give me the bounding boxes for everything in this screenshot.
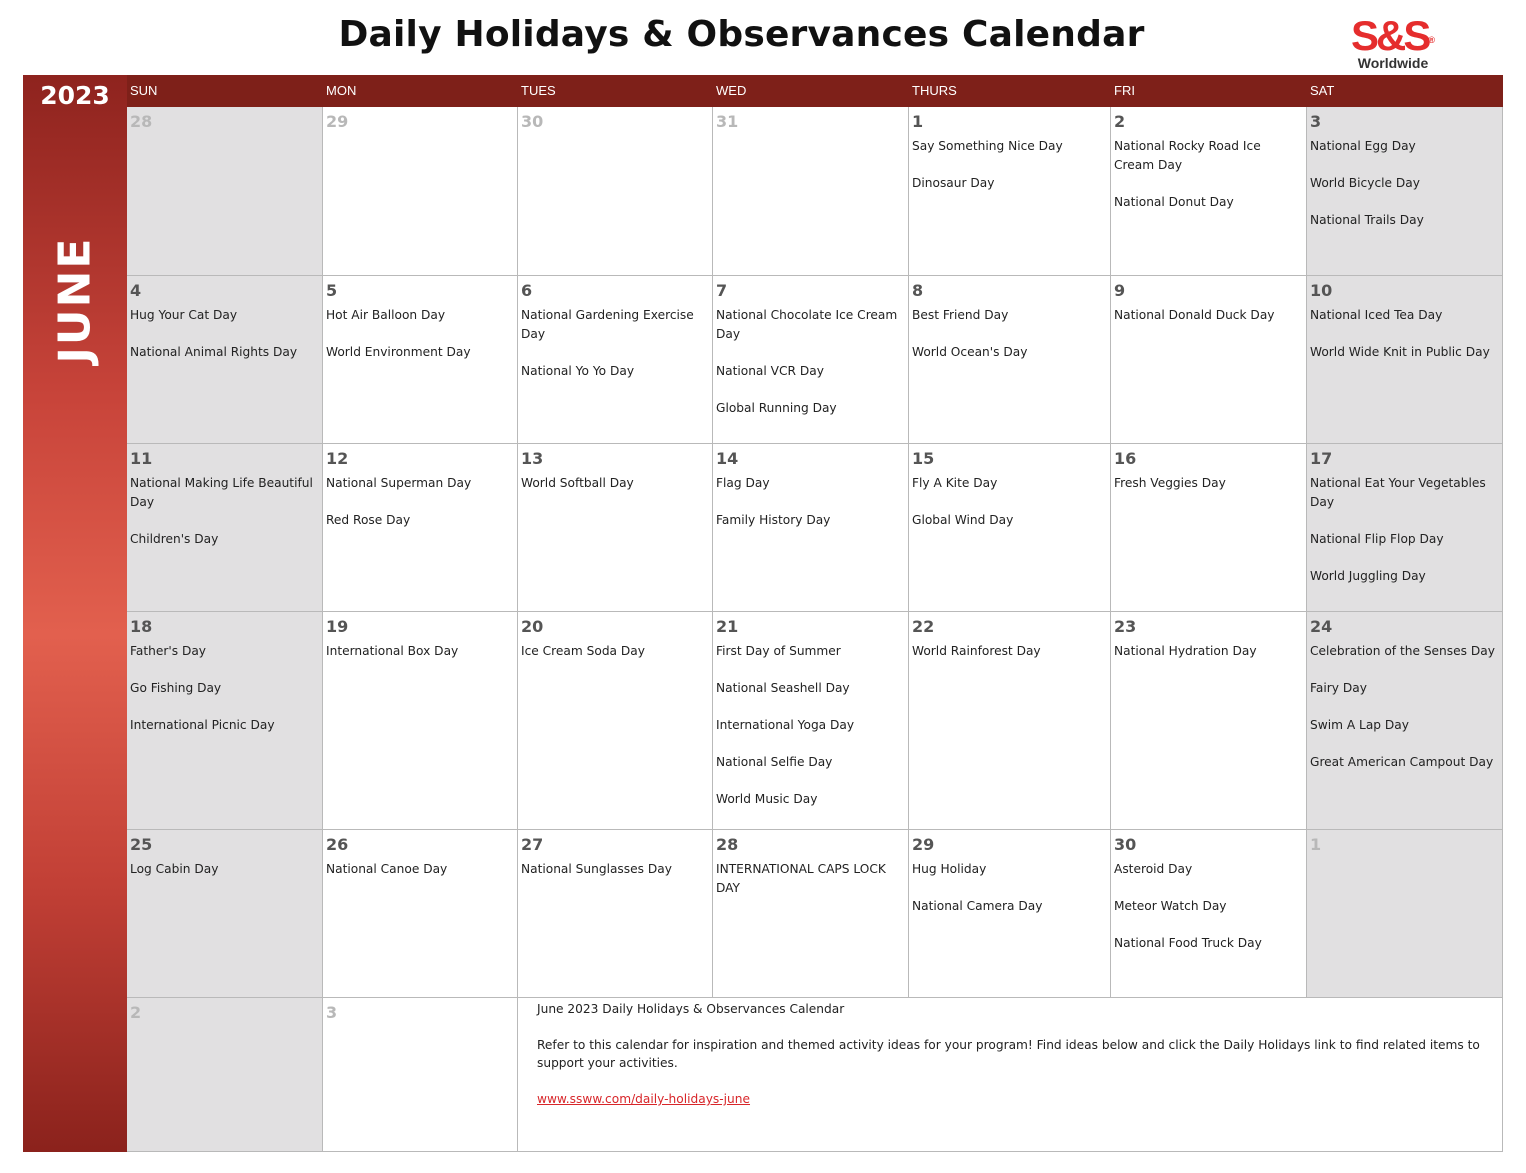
event-item: National VCR Day <box>716 363 824 378</box>
event-list <box>912 474 1108 548</box>
event-list <box>1114 137 1304 230</box>
day-number: 29 <box>326 112 349 131</box>
day-number: 8 <box>912 281 924 300</box>
day-cell[interactable] <box>323 612 518 830</box>
day-number: 28 <box>716 835 739 854</box>
event-list <box>1114 474 1304 511</box>
day-number: 2 <box>1114 112 1126 131</box>
day-cell[interactable] <box>909 107 1111 276</box>
day-number: 30 <box>521 112 544 131</box>
event-list <box>130 860 320 897</box>
day-cell[interactable] <box>1111 107 1307 276</box>
event-item: Swim A Lap Day <box>1310 718 1409 732</box>
day-cell[interactable] <box>713 444 909 612</box>
event-list <box>521 474 710 511</box>
logo-mark: S&S® <box>1351 12 1435 59</box>
event-item: Dinosaur Day <box>912 176 995 190</box>
event-item: Ice Cream Soda Day <box>521 644 645 658</box>
event-item: Red Rose Day <box>326 513 411 527</box>
day-number: 17 <box>1310 449 1333 468</box>
day-number: 24 <box>1310 617 1333 636</box>
event-list <box>912 860 1108 934</box>
day-number: 20 <box>521 617 544 636</box>
event-item: World Wide Knit in Public Day <box>1310 345 1490 359</box>
day-cell[interactable] <box>713 612 909 830</box>
event-item: National Flip Flop Day <box>1310 531 1444 546</box>
day-number: 14 <box>716 449 739 468</box>
event-item: Fly A Kite Day <box>912 476 998 490</box>
brand-logo[interactable] <box>1343 14 1443 76</box>
event-list <box>1310 306 1500 380</box>
day-cell[interactable] <box>909 612 1111 830</box>
event-item: INTERNATIONAL CAPS LOCK DAY <box>716 862 886 895</box>
day-cell[interactable] <box>909 444 1111 612</box>
day-cell[interactable] <box>1307 276 1503 444</box>
day-cell[interactable] <box>518 612 713 830</box>
event-item: World Ocean's Day <box>912 345 1028 359</box>
event-item: National Yo Yo Day <box>521 363 635 378</box>
event-list <box>521 860 710 897</box>
event-item: National Egg Day <box>1310 139 1416 153</box>
event-item: National Hydration Day <box>1114 644 1257 658</box>
day-number: 18 <box>130 617 153 636</box>
event-item: Hug Your Cat Day <box>130 308 238 322</box>
event-item: Global Wind Day <box>912 513 1014 527</box>
event-item: World Music Day <box>716 792 818 806</box>
day-number: 23 <box>1114 617 1137 636</box>
info-note <box>518 998 1503 1152</box>
event-item: National Food Truck Day <box>1114 936 1262 950</box>
month-label: JUNE <box>49 236 101 364</box>
event-item: National Donald Duck Day <box>1114 308 1275 322</box>
event-list <box>326 642 515 679</box>
event-item: National Camera Day <box>912 899 1043 913</box>
event-item: Go Fishing Day <box>130 681 222 695</box>
event-list <box>326 474 515 548</box>
day-number: 16 <box>1114 449 1137 468</box>
day-cell[interactable] <box>713 830 909 998</box>
day-cell[interactable] <box>909 830 1111 998</box>
weekday-sat: SAT <box>1310 83 1335 98</box>
logo-subtitle: Worldwide <box>1357 55 1429 71</box>
event-item: Children's Day <box>130 531 219 546</box>
day-cell[interactable] <box>127 444 323 612</box>
event-item: National Eat Your Vegetables Day <box>1310 476 1486 509</box>
event-item: International Yoga Day <box>716 718 855 732</box>
event-list <box>716 642 906 827</box>
event-item: Celebration of the Senses Day <box>1310 644 1495 658</box>
day-number: 2 <box>130 1003 142 1022</box>
event-item: Best Friend Day <box>912 308 1009 322</box>
day-cell[interactable] <box>1111 612 1307 830</box>
event-item: World Juggling Day <box>1310 568 1426 583</box>
event-item: National Trails Day <box>1310 213 1424 227</box>
event-list <box>326 860 515 897</box>
event-item: Fresh Veggies Day <box>1114 476 1226 490</box>
day-cell[interactable] <box>1307 612 1503 830</box>
event-list <box>1310 474 1500 604</box>
day-cell[interactable] <box>1111 830 1307 998</box>
day-cell[interactable] <box>1307 830 1503 998</box>
day-cell[interactable] <box>1307 107 1503 276</box>
event-list <box>326 306 515 380</box>
day-number: 15 <box>912 449 935 468</box>
event-item: Flag Day <box>716 476 770 490</box>
weekday-sun: SUN <box>130 83 158 98</box>
day-number: 12 <box>326 449 349 468</box>
day-number: 10 <box>1310 281 1333 300</box>
event-list <box>521 306 710 399</box>
event-item: World Bicycle Day <box>1310 176 1420 190</box>
day-cell[interactable] <box>713 107 909 276</box>
day-number: 4 <box>130 281 142 300</box>
day-number: 19 <box>326 617 349 636</box>
event-item: National Making Life Beautiful Day <box>130 476 313 509</box>
event-item: Family History Day <box>716 513 831 527</box>
event-list <box>521 642 710 679</box>
day-number: 29 <box>912 835 935 854</box>
event-item: Hot Air Balloon Day <box>326 308 446 322</box>
weekday-thurs: THURS <box>912 83 957 98</box>
year-label: 2023 <box>40 81 110 110</box>
event-list <box>1114 860 1304 971</box>
month-sidebar <box>23 75 127 1152</box>
day-number: 30 <box>1114 835 1137 854</box>
day-cell[interactable] <box>518 276 713 444</box>
day-number: 25 <box>130 835 153 854</box>
event-list <box>130 474 320 567</box>
event-item: Great American Campout Day <box>1310 755 1494 769</box>
event-item: National Chocolate Ice Cream Day <box>716 308 898 341</box>
note-heading: June 2023 Daily Holidays & Observances Calendar <box>537 1002 845 1016</box>
event-item: Asteroid Day <box>1114 862 1193 876</box>
event-list <box>1310 642 1500 790</box>
day-cell[interactable] <box>323 444 518 612</box>
event-item: World Rainforest Day <box>912 644 1041 658</box>
day-cell[interactable] <box>127 107 323 276</box>
weekday-wed: WED <box>716 83 747 98</box>
day-cell[interactable] <box>127 612 323 830</box>
event-item: National Rocky Road Ice Cream Day <box>1114 139 1261 172</box>
event-item: Say Something Nice Day <box>912 139 1063 153</box>
weekday-mon: MON <box>326 83 357 98</box>
weekday-tues: TUES <box>521 83 556 98</box>
day-cell[interactable] <box>323 276 518 444</box>
day-cell[interactable] <box>323 107 518 276</box>
event-list <box>1114 642 1304 679</box>
event-list <box>130 642 320 753</box>
event-item: Log Cabin Day <box>130 862 219 876</box>
calendar-grid <box>127 107 1503 1152</box>
event-item: National Gardening Exercise Day <box>521 308 694 341</box>
day-cell[interactable] <box>518 830 713 998</box>
day-number: 31 <box>716 112 739 131</box>
event-item: International Box Day <box>326 644 459 658</box>
day-number: 1 <box>1310 835 1322 854</box>
event-list <box>912 306 1108 380</box>
day-cell[interactable] <box>323 998 518 1152</box>
day-cell[interactable] <box>1307 444 1503 612</box>
event-list <box>716 860 906 916</box>
event-item: Meteor Watch Day <box>1114 899 1227 913</box>
day-number: 21 <box>716 617 739 636</box>
event-item: National Canoe Day <box>326 862 448 876</box>
day-cell[interactable] <box>1111 276 1307 444</box>
event-item: National Selfie Day <box>716 755 833 769</box>
event-item: Global Running Day <box>716 400 837 415</box>
day-number: 22 <box>912 617 935 636</box>
note-body: Refer to this calendar for inspiration and themed activity ideas for your program! Find ideas below and click the Daily Holidays link to find related items to support your activities. <box>537 1038 1480 1070</box>
weekday-fri: FRI <box>1114 83 1135 98</box>
day-number: 28 <box>130 112 153 131</box>
day-cell[interactable] <box>518 444 713 612</box>
event-list <box>716 474 906 548</box>
daily-holidays-link[interactable]: www.ssww.com/daily-holidays-june <box>537 1092 751 1106</box>
weekday-header <box>127 75 1503 107</box>
day-number: 6 <box>521 281 533 300</box>
event-item: First Day of Summer <box>716 644 841 658</box>
event-item: Hug Holiday <box>912 862 987 876</box>
event-list <box>912 642 1108 679</box>
day-number: 3 <box>1310 112 1322 131</box>
day-number: 9 <box>1114 281 1126 300</box>
day-number: 3 <box>326 1003 338 1022</box>
event-item: National Animal Rights Day <box>130 345 298 359</box>
day-number: 11 <box>130 449 153 468</box>
day-cell[interactable] <box>127 830 323 998</box>
note-content <box>537 1000 1490 1126</box>
event-list <box>1310 137 1500 248</box>
day-cell[interactable] <box>127 998 323 1152</box>
day-number: 7 <box>716 281 728 300</box>
event-list <box>912 137 1108 211</box>
event-item: National Iced Tea Day <box>1310 308 1443 322</box>
event-item: Fairy Day <box>1310 681 1367 695</box>
day-number: 26 <box>326 835 349 854</box>
day-number: 1 <box>912 112 924 131</box>
event-list <box>716 306 906 436</box>
day-number: 27 <box>521 835 544 854</box>
event-item: National Sunglasses Day <box>521 862 672 876</box>
event-item: International Picnic Day <box>130 718 275 732</box>
day-cell[interactable] <box>909 276 1111 444</box>
event-item: National Seashell Day <box>716 681 850 695</box>
day-cell[interactable] <box>127 276 323 444</box>
event-item: National Superman Day <box>326 476 472 490</box>
event-item: World Environment Day <box>326 345 471 359</box>
day-number: 13 <box>521 449 544 468</box>
page-title: Daily Holidays & Observances Calendar <box>338 14 1145 55</box>
event-list <box>1114 306 1304 343</box>
event-list <box>130 306 320 380</box>
day-number: 5 <box>326 281 338 300</box>
day-cell[interactable] <box>1111 444 1307 612</box>
event-item: National Donut Day <box>1114 194 1234 209</box>
event-item: Father's Day <box>130 644 207 658</box>
day-cell[interactable] <box>323 830 518 998</box>
day-cell[interactable] <box>518 107 713 276</box>
day-cell[interactable] <box>713 276 909 444</box>
event-item: World Softball Day <box>521 476 634 490</box>
